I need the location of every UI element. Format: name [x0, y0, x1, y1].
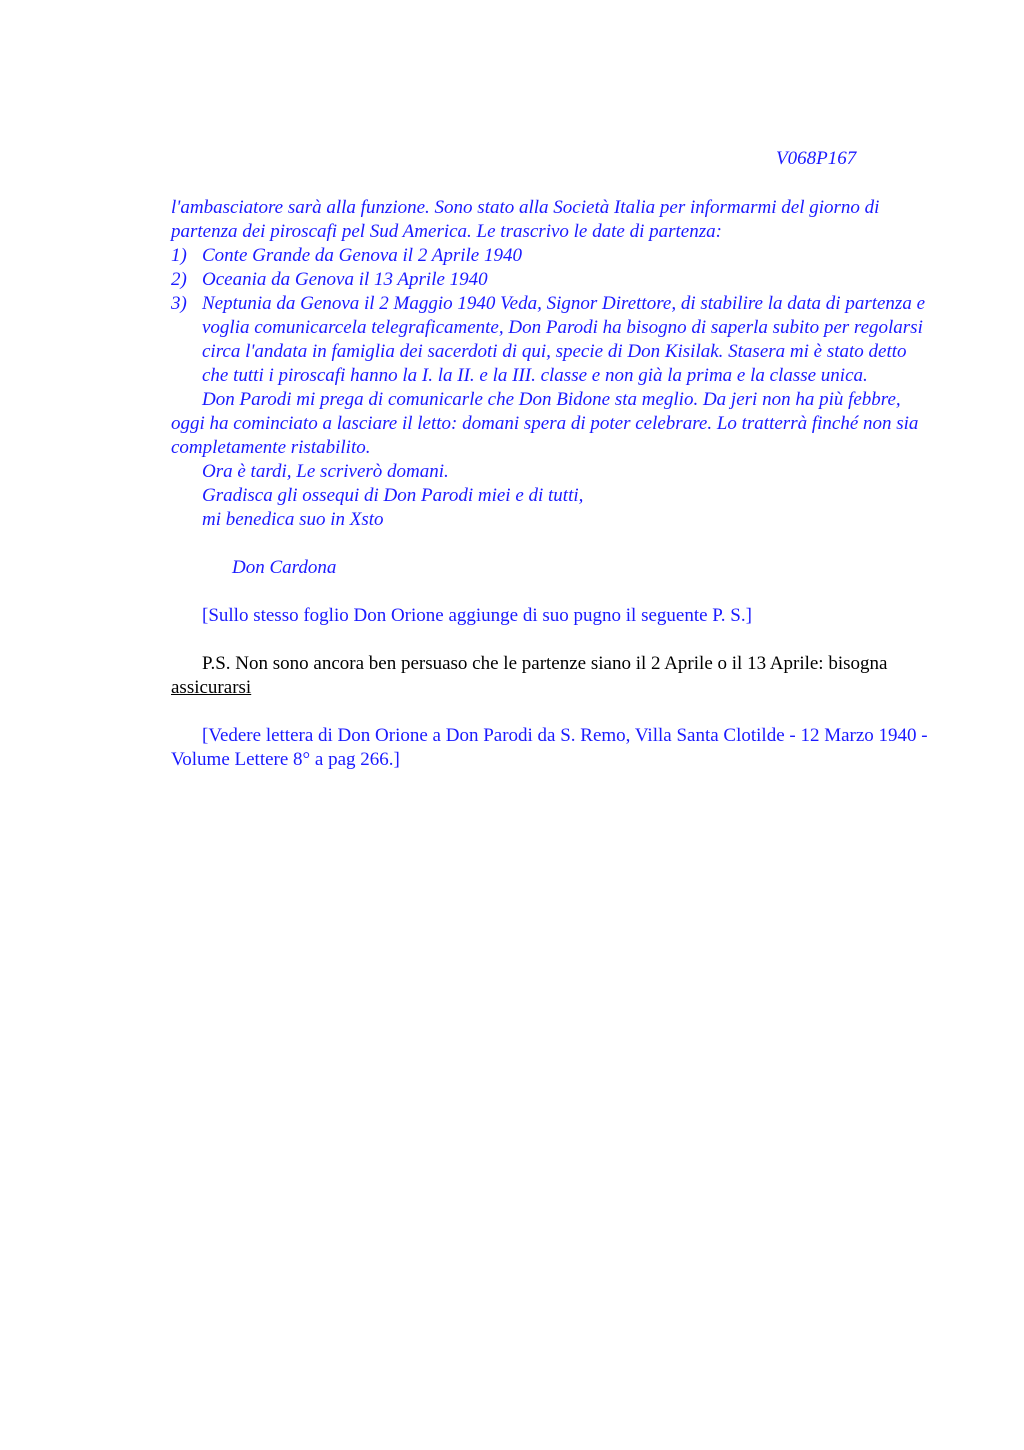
list-text: Oceania da Genova il 13 Aprile 1940	[202, 269, 488, 290]
list-text: Conte Grande da Genova il 2 Aprile 1940	[202, 245, 522, 266]
list-item	[171, 268, 931, 292]
letter-intro: l'ambasciatore sarà alla funzione. Sono stato alla Società Italia per informarmi del giorno di partenza dei piroscafi pel Sud America. Le trascrivo le date di partenza:	[171, 197, 880, 242]
closing-line: Ora è tardi, Le scriverò domani.	[202, 461, 449, 482]
list-item	[171, 244, 931, 268]
editor-note-handwritten-ps: [Sullo stesso foglio Don Orione aggiunge di suo pugno il seguente P. S.]	[202, 605, 752, 626]
paragraph-bidone: Don Parodi mi prega di comunicarle che Don Bidone sta meglio. Da jeri non ha più febbre, oggi ha cominciato a lasciare il letto: domani spera di poter celebrare. Lo tratterrà finché non sia completamente ristabilito.	[171, 389, 919, 458]
postscript-underlined-word: assicurarsi	[171, 677, 252, 698]
document-body	[171, 196, 931, 772]
postscript	[171, 652, 931, 700]
closing-line: Gradisca gli ossequi di Don Parodi miei e di tutti,	[202, 485, 584, 506]
closing-line: mi benedica suo in Xsto	[202, 509, 384, 530]
list-number: 1)	[171, 245, 187, 266]
list-number: 3)	[171, 293, 187, 314]
list-text: Neptunia da Genova il 2 Maggio 1940 Veda, Signor Direttore, di stabilire la data di partenza e voglia comunicarcela telegraficamente, Don Parodi ha bisogno di saperla subito per regolarsi circa l'andata in famiglia dei sacerdoti di qui, specie di Don Kisilak. Stasera mi è stato detto che tutti i piroscafi hanno la I. la II. e la III. classe e non già la prima e la classe unica.	[202, 293, 926, 386]
closing-lines	[171, 460, 931, 532]
editor-note-reference: [Vedere lettera di Don Orione a Don Parodi da S. Remo, Villa Santa Clotilde - 12 Marzo 1940 - Volume Lettere 8° a pag 266.]	[171, 725, 928, 770]
signature: Don Cardona	[232, 557, 337, 578]
departure-list	[171, 244, 931, 388]
page-reference: V068P167	[776, 148, 857, 169]
postscript-text: P.S. Non sono ancora ben persuaso che le partenze siano il 2 Aprile o il 13 Aprile: bisogna	[202, 653, 888, 674]
letter-text	[171, 196, 931, 580]
list-number: 2)	[171, 269, 187, 290]
list-item	[171, 292, 931, 388]
